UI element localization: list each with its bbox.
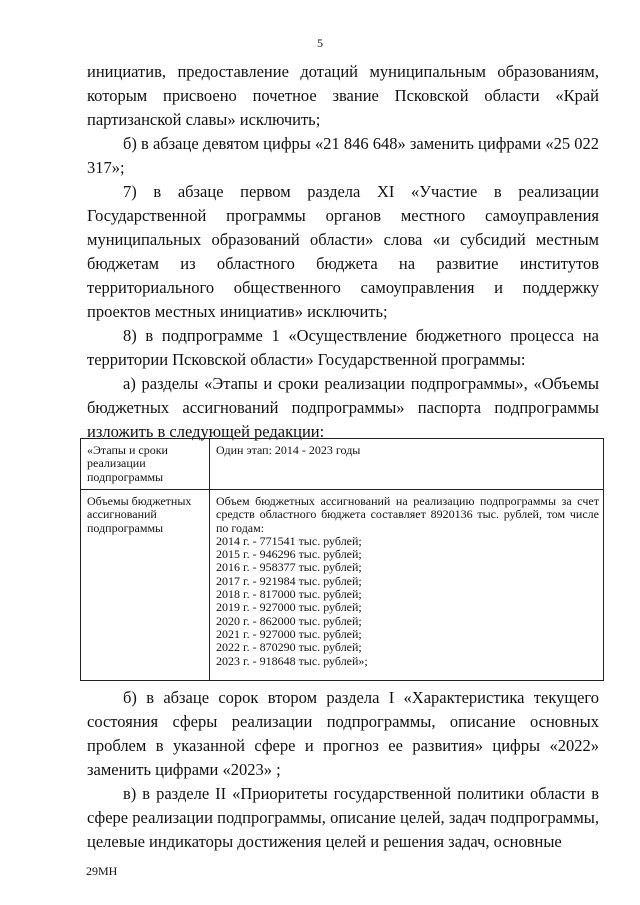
list-item: 2021 г. - 927000 тыс. рублей;: [216, 626, 362, 641]
table-row: [81, 490, 604, 681]
table-cell-label: Объемы бюджетных ассигнований подпрограммы: [81, 490, 210, 681]
funding-by-year-list: [216, 535, 599, 668]
table-row: [81, 439, 604, 490]
table-cell-value: Один этап: 2014 - 2023 годы: [210, 439, 604, 490]
table-cell-value: [210, 490, 604, 681]
document-text-top: [87, 60, 599, 444]
paragraph: б) в абзаце сорок втором раздела I «Характеристика текущего состояния сферы реализации подпрограммы, описание основных проблем в указанной сфере и прогноз ее развития» цифры «2022» заменить цифрами «2023» ;: [87, 688, 599, 779]
paragraph: 7) в абзаце первом раздела XI «Участие в реализации Государственной программы органов местного самоуправления муниципальных образований области» слова «и субсидий местным бюджетам из областного бюджета на развитие институтов территориального общественного самоуправления и поддержку проектов местных инициатив» исключить;: [87, 182, 599, 321]
list-item: 2014 г. - 771541 тыс. рублей;: [216, 533, 362, 548]
paragraph: а) разделы «Этапы и сроки реализации подпрограммы», «Объемы бюджетных ассигнований подпрограммы» паспорта подпрограммы изложить в следующей редакции:: [87, 374, 599, 441]
document-code: 29МН: [86, 864, 118, 878]
list-item: 2017 г. - 921984 тыс. рублей;: [216, 573, 362, 588]
page-number: 5: [317, 36, 323, 50]
passport-table-container: [80, 438, 604, 681]
list-item: 2020 г. - 862000 тыс. рублей;: [216, 613, 362, 628]
list-item: 2018 г. - 817000 тыс. рублей;: [216, 587, 362, 602]
passport-table: [80, 438, 604, 681]
list-item: 2016 г. - 958377 тыс. рублей;: [216, 560, 362, 575]
funding-intro: Объем бюджетных ассигнований на реализацию подпрограммы за счет средств областного бюджета составляет 8920136 тыс. рублей, том числе по годам:: [216, 494, 599, 535]
paragraph: инициатив, предоставление дотаций муниципальным образованиям, которым присвоено почетное звание Псковской области «Край партизанской славы» исключить;: [87, 62, 599, 129]
paragraph: 8) в подпрограмме 1 «Осуществление бюджетного процесса на территории Псковской области» Государственной программы:: [87, 326, 599, 369]
paragraph: б) в абзаце девятом цифры «21 846 648» заменить цифрами «25 022 317»;: [87, 134, 599, 177]
table-cell-label: «Этапы и сроки реализации подпрограммы: [81, 439, 210, 490]
list-item: 2019 г. - 927000 тыс. рублей;: [216, 600, 362, 615]
paragraph: в) в разделе II «Приоритеты государственной политики области в сфере реализации подпрограммы, описание целей, задач подпрограммы, целевые индикаторы достижения целей и решения задач, основные: [87, 784, 599, 851]
list-item: 2023 г. - 918648 тыс. рублей»;: [216, 653, 368, 668]
document-text-bottom: [87, 686, 599, 854]
list-item: 2015 г. - 946296 тыс. рублей;: [216, 547, 362, 562]
list-item: 2022 г. - 870290 тыс. рублей;: [216, 640, 362, 655]
